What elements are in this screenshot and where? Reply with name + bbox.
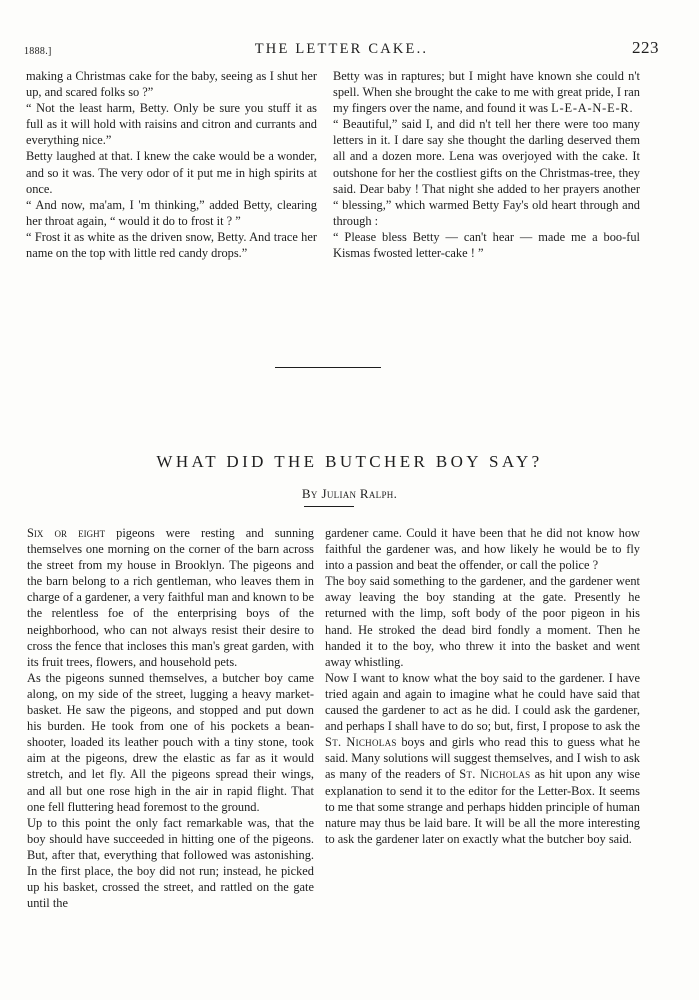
- prev-story-left-column: [26, 68, 317, 261]
- byline-prefix: By: [301, 486, 318, 501]
- paragraph: “ Frost it as white as the driven snow, Betty. And trace her name on the top with little red candy drops.”: [26, 229, 317, 261]
- paragraph: [333, 68, 640, 116]
- prev-story-right-column: [333, 68, 640, 261]
- article-title: WHAT DID THE BUTCHER BOY SAY?: [156, 452, 543, 471]
- paragraph: Up to this point the only fact remarkable was, that the boy should have succeeded in hitting one of the pigeons. But, after that, everything that followed was astonishing. In the first place, the boy did not run; instead, he picked up his basket, crossed the street, and rattled on the gate until the: [27, 815, 314, 911]
- running-title: THE LETTER CAKE..: [254, 41, 429, 57]
- paragraph: “ Not the least harm, Betty. Only be sure you stuff it as full as it will hold with raisins and citron and currants and everything nice.”: [26, 101, 317, 148]
- paragraph: gardener came. Could it have been that he did not know how faithful the gardener was, and how likely he would be to fly into a passion and beat the offender, or call the police ?: [325, 526, 640, 573]
- lead-words: Six or eight: [27, 526, 106, 540]
- paragraph-text: pigeons were resting and sunning themselves one morning on the corner of the barn across the street from my house in Brooklyn. The pigeons and the barn belong to a rich gentleman, who leaves them in charge of a gardener, a very faithful man and known to be the relentless foe of the enterprising boys of the neighborhood, who can not always resist their desire to cross the fence that incloses this man's great garden, with its fruit trees, flowers, and household pets.: [27, 526, 315, 669]
- paragraph-text: as hit upon any wise explanation to send it to the editor for the Letter-Box. It seems to me that some strange and perhaps hidden principle of human nature may thus be laid bare. It will be all the more interesting to ask the gardener later on exactly what the butcher boy said.: [325, 767, 640, 846]
- article-left-column: [27, 525, 314, 911]
- byline: [0, 486, 699, 502]
- paragraph: As the pigeons sunned themselves, a butcher boy came along, on my side of the street, lugging a heavy market-basket. He saw the pigeons, and stopped and put down his burden. He took from one of his pockets a bean-shooter, loaded its leather pouch with a tiny stone, took aim at the pigeons, drew the elastic as far as it would stretch, and let fly. All the pigeons spread their wings, and all but one rose high in the air in rapid flight. That one fell fluttering head foremost to the ground.: [27, 670, 314, 814]
- paragraph: The boy said something to the gardener, and the gardener went away leaving the boy standing at the gate. Presently he returned with the limp, soft body of the poor pigeon in his hand. He stroked the dead bird fondly a moment. Then he handed it to the boy, who threw it into the basket and went away whistling.: [325, 574, 640, 669]
- running-head: [24, 38, 659, 64]
- author-name: Julian Ralph.: [321, 486, 398, 501]
- paragraph: [27, 525, 314, 670]
- paragraph-text: Now I want to know what the boy said to the gardener. I have tried again and again to imagine what he could have said that caused the gardener to act as he did. I could ask the gardener, and perhaps I shall have to do so; but, first, I propose to ask the: [325, 670, 640, 734]
- article-right-column: [325, 525, 640, 847]
- byline-rule: [304, 506, 354, 507]
- magazine-name: St. Nicholas: [459, 767, 531, 782]
- magazine-name: St. Nicholas: [325, 735, 397, 750]
- paragraph: making a Christmas cake for the baby, seeing as I shut her up, and scared folks so ?”: [26, 69, 317, 100]
- paragraph: “ Beautiful,” said I, and did n't tell her there were too many letters in it. I dare say she thought the darling deserved them all and a dozen more. Lena was overjoyed with the cake. It outshone for her the costliest gifts on the Christmas-tree, they said. Dear baby ! That night she added to her prayers another “ blessing,” which warmed Betty Fay's old heart through and through :: [333, 117, 640, 228]
- paragraph: Betty laughed at that. I knew the cake would be a wonder, and so it was. The very odor of it put me in high spirits at once.: [26, 149, 317, 196]
- paragraph-text: Betty was in raptures; but I might have known she could n't spell. When she brought the cake to me with great pride, I ran my fingers over the name, and found it was: [333, 69, 640, 116]
- paragraph: “ And now, ma'am, I 'm thinking,” added Betty, clearing her throat again, “ would it do to frost it ? ”: [26, 197, 317, 228]
- misspelled-name: L-E-A-N-E-R.: [551, 101, 634, 116]
- paragraph: [325, 670, 640, 847]
- page-number: 223: [632, 38, 659, 57]
- paragraph-text: boys and girls who read this to guess what he said. Many solutions will suggest themselves, and I wish to ask as many of the readers of: [325, 735, 640, 782]
- paragraph: “ Please bless Betty — can't hear — made me a boo-ful Kismas fwosted letter-cake ! ”: [333, 229, 640, 261]
- volume-year: 1888.]: [24, 46, 52, 57]
- section-divider: [275, 367, 381, 368]
